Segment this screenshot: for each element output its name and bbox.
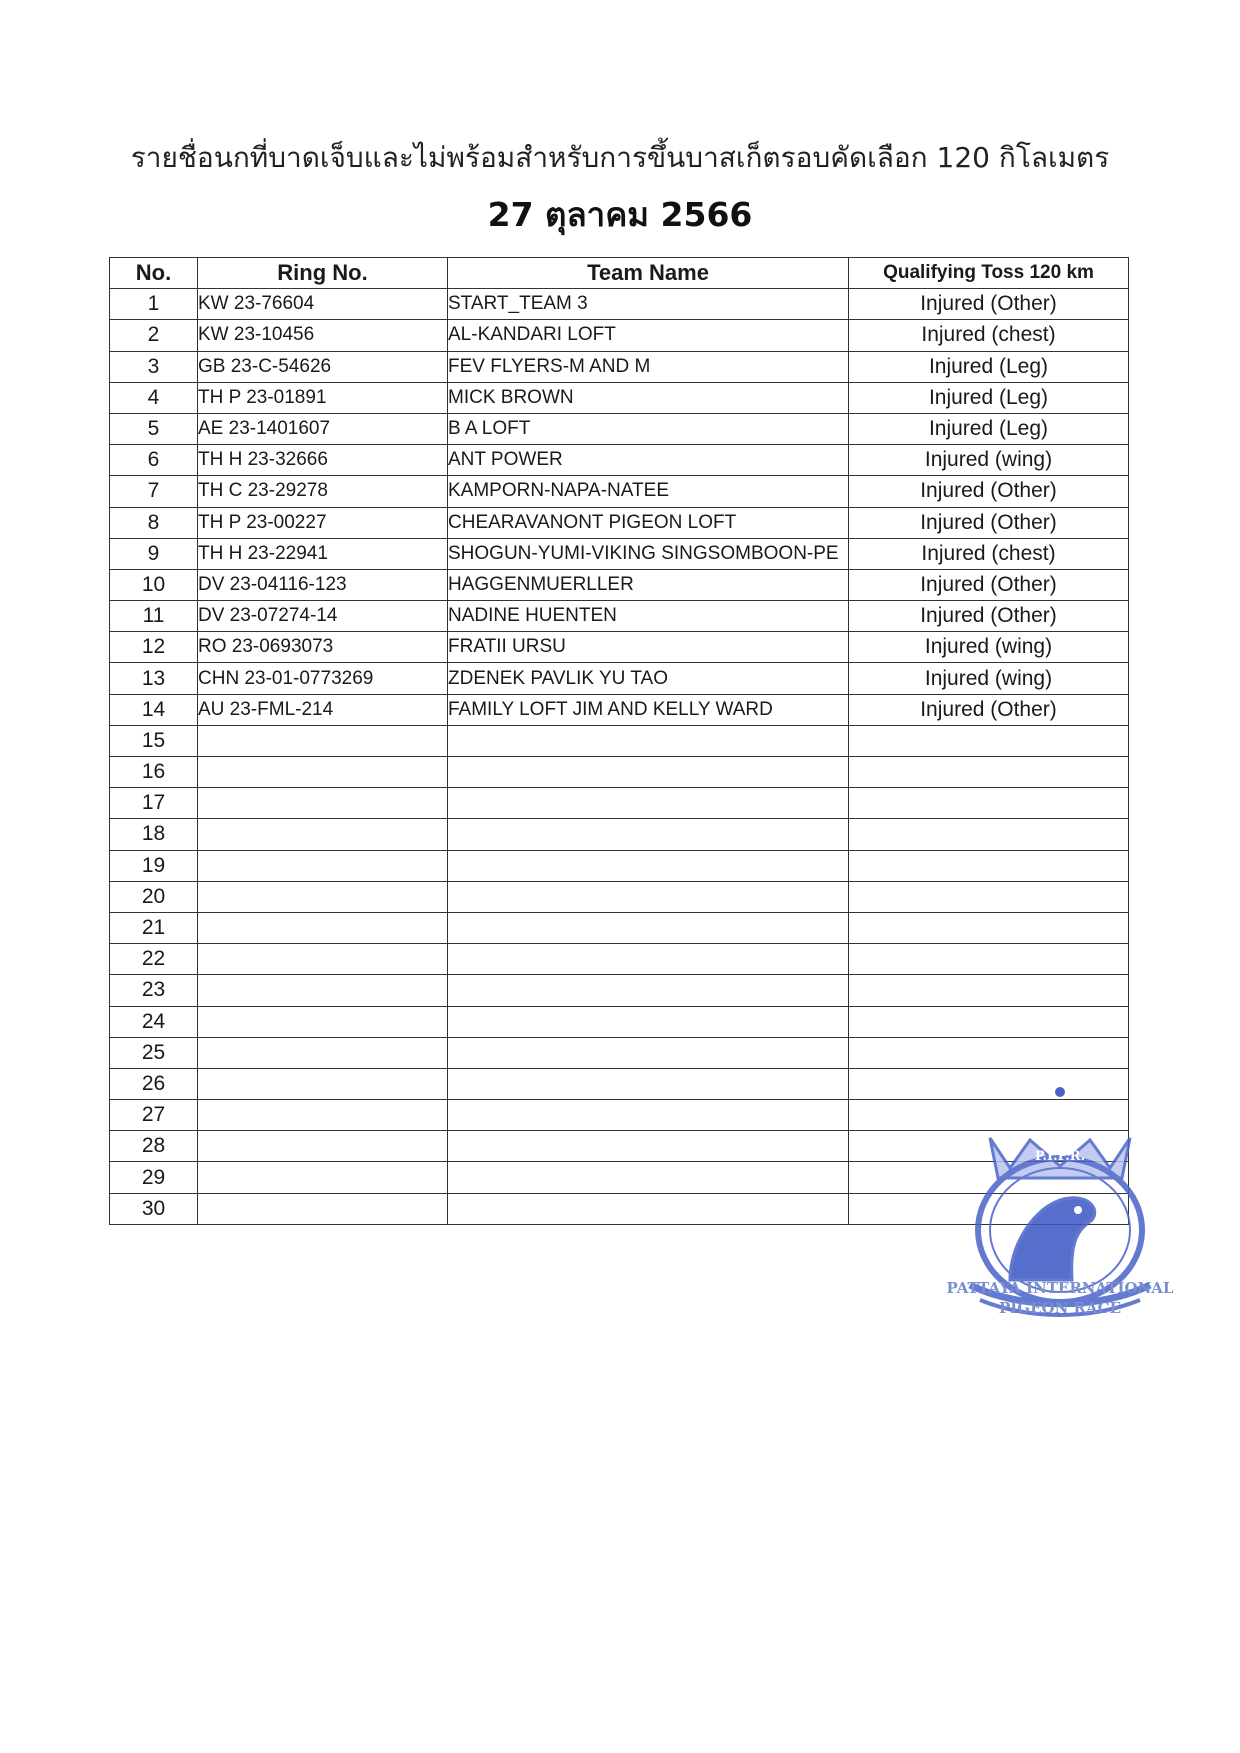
row-number-cell: 28 (110, 1131, 198, 1162)
ring-no-cell (198, 819, 448, 850)
row-number-cell: 10 (110, 569, 198, 600)
team-name-cell: AL-KANDARI LOFT (448, 320, 849, 351)
qualifying-toss-cell: Injured (Other) (849, 601, 1129, 632)
team-name-cell: KAMPORN-NAPA-NATEE (448, 476, 849, 507)
ring-no-cell: AU 23-FML-214 (198, 694, 448, 725)
row-number-cell: 19 (110, 850, 198, 881)
table-header-row (110, 258, 1129, 289)
table-row (110, 912, 1129, 943)
row-number-cell: 25 (110, 1037, 198, 1068)
ring-no-cell (198, 725, 448, 756)
seal-caption (930, 1278, 1190, 1318)
team-name-cell: ANT POWER (448, 445, 849, 476)
ring-no-cell: TH P 23-00227 (198, 507, 448, 538)
row-number-cell: 12 (110, 632, 198, 663)
row-number-cell: 27 (110, 1100, 198, 1131)
team-name-cell: MICK BROWN (448, 382, 849, 413)
team-name-cell (448, 725, 849, 756)
table-row (110, 289, 1129, 320)
row-number-cell: 14 (110, 694, 198, 725)
ring-no-cell: TH H 23-32666 (198, 445, 448, 476)
qualifying-toss-cell (849, 788, 1129, 819)
document-date: 27 ตุลาคม 2566 (487, 195, 753, 234)
team-name-cell (448, 912, 849, 943)
team-name-cell: SHOGUN-YUMI-VIKING SINGSOMBOON-PE (448, 538, 849, 569)
qualifying-toss-cell (849, 944, 1129, 975)
row-number-cell: 6 (110, 445, 198, 476)
team-name-cell: ZDENEK PAVLIK YU TAO (448, 663, 849, 694)
row-number-cell: 26 (110, 1068, 198, 1099)
document-title: รายชื่อนกที่บาดเจ็บและไม่พร้อมสำหรับการขึ้นบาสเก็ตรอบคัดเลือก 120 กิโลเมตร (130, 141, 1110, 174)
seal-caption-line1: PATTAYA INTERNATIONAL (946, 1279, 1174, 1297)
row-number-cell: 21 (110, 912, 198, 943)
ring-no-cell: DV 23-07274-14 (198, 601, 448, 632)
row-number-cell: 24 (110, 1006, 198, 1037)
qualifying-toss-cell (849, 975, 1129, 1006)
team-name-cell: CHEARAVANONT PIGEON LOFT (448, 507, 849, 538)
row-number-cell: 1 (110, 289, 198, 320)
qualifying-toss-cell (849, 757, 1129, 788)
row-number-cell: 3 (110, 351, 198, 382)
ring-no-cell: TH C 23-29278 (198, 476, 448, 507)
ring-no-cell: DV 23-04116-123 (198, 569, 448, 600)
team-name-cell (448, 975, 849, 1006)
ring-no-cell (198, 912, 448, 943)
team-name-cell (448, 788, 849, 819)
team-name-cell (448, 944, 849, 975)
row-number-cell: 4 (110, 382, 198, 413)
qualifying-toss-cell: Injured (Other) (849, 476, 1129, 507)
table-row (110, 601, 1129, 632)
row-number-cell: 23 (110, 975, 198, 1006)
qualifying-toss-cell (849, 725, 1129, 756)
qualifying-toss-cell: Injured (Other) (849, 289, 1129, 320)
qualifying-toss-cell: Injured (Other) (849, 694, 1129, 725)
team-name-cell: START_TEAM 3 (448, 289, 849, 320)
qualifying-toss-cell: Injured (wing) (849, 445, 1129, 476)
qualifying-toss-cell: Injured (wing) (849, 632, 1129, 663)
ring-no-cell: GB 23-C-54626 (198, 351, 448, 382)
row-number-cell: 20 (110, 881, 198, 912)
ring-no-cell (198, 1006, 448, 1037)
ring-no-cell: KW 23-10456 (198, 320, 448, 351)
qualifying-toss-cell: Injured (chest) (849, 320, 1129, 351)
team-name-cell (448, 1131, 849, 1162)
row-number-cell: 22 (110, 944, 198, 975)
table-row (110, 1037, 1129, 1068)
ring-no-cell: KW 23-76604 (198, 289, 448, 320)
ring-no-cell (198, 1131, 448, 1162)
table-row (110, 538, 1129, 569)
qualifying-toss-cell: Injured (Other) (849, 569, 1129, 600)
team-name-cell: HAGGENMUERLLER (448, 569, 849, 600)
team-name-cell (448, 881, 849, 912)
row-number-cell: 29 (110, 1162, 198, 1193)
table-row (110, 975, 1129, 1006)
column-header-no: No. (110, 258, 198, 289)
qualifying-toss-cell: Injured (Leg) (849, 413, 1129, 444)
table-row (110, 351, 1129, 382)
table-row (110, 850, 1129, 881)
qualifying-toss-cell: Injured (Leg) (849, 351, 1129, 382)
row-number-cell: 2 (110, 320, 198, 351)
ring-no-cell (198, 975, 448, 1006)
table-row (110, 663, 1129, 694)
table-row (110, 819, 1129, 850)
ring-no-cell: TH H 23-22941 (198, 538, 448, 569)
ring-no-cell: CHN 23-01-0773269 (198, 663, 448, 694)
ring-no-cell: TH P 23-01891 (198, 382, 448, 413)
ring-no-cell (198, 1037, 448, 1068)
team-name-cell: B A LOFT (448, 413, 849, 444)
ring-no-cell (198, 944, 448, 975)
table-row (110, 725, 1129, 756)
qualifying-toss-cell: Injured (wing) (849, 663, 1129, 694)
team-name-cell (448, 1162, 849, 1193)
row-number-cell: 9 (110, 538, 198, 569)
team-name-cell (448, 1037, 849, 1068)
ring-no-cell: AE 23-1401607 (198, 413, 448, 444)
table-row (110, 569, 1129, 600)
row-number-cell: 18 (110, 819, 198, 850)
team-name-cell (448, 1006, 849, 1037)
team-name-cell: FEV FLYERS-M AND M (448, 351, 849, 382)
qualifying-toss-cell: Injured (chest) (849, 538, 1129, 569)
team-name-cell: FRATII URSU (448, 632, 849, 663)
team-name-cell (448, 757, 849, 788)
qualifying-toss-cell (849, 850, 1129, 881)
qualifying-toss-cell (849, 912, 1129, 943)
team-name-cell (448, 850, 849, 881)
row-number-cell: 15 (110, 725, 198, 756)
team-name-cell (448, 1100, 849, 1131)
ring-no-cell (198, 881, 448, 912)
row-number-cell: 8 (110, 507, 198, 538)
row-number-cell: 13 (110, 663, 198, 694)
row-number-cell: 17 (110, 788, 198, 819)
ring-no-cell (198, 1162, 448, 1193)
column-header-ring-no: Ring No. (198, 258, 448, 289)
table-row (110, 944, 1129, 975)
table-row (110, 694, 1129, 725)
ring-no-cell (198, 788, 448, 819)
seal-crown-text: P.I.P.R. (1034, 1149, 1086, 1164)
row-number-cell: 30 (110, 1193, 198, 1224)
ring-no-cell (198, 1100, 448, 1131)
table-row (110, 320, 1129, 351)
table-row (110, 445, 1129, 476)
ring-no-cell (198, 1068, 448, 1099)
column-header-qualifying-toss: Qualifying Toss 120 km (849, 258, 1129, 289)
qualifying-toss-cell (849, 819, 1129, 850)
table-row (110, 881, 1129, 912)
table-row (110, 382, 1129, 413)
qualifying-toss-cell (849, 1037, 1129, 1068)
team-name-cell (448, 819, 849, 850)
column-header-team-name: Team Name (448, 258, 849, 289)
qualifying-toss-cell: Injured (Other) (849, 507, 1129, 538)
row-number-cell: 16 (110, 757, 198, 788)
row-number-cell: 5 (110, 413, 198, 444)
ring-no-cell: RO 23-0693073 (198, 632, 448, 663)
row-number-cell: 7 (110, 476, 198, 507)
team-name-cell (448, 1193, 849, 1224)
team-name-cell: NADINE HUENTEN (448, 601, 849, 632)
team-name-cell: FAMILY LOFT JIM AND KELLY WARD (448, 694, 849, 725)
table-row (110, 757, 1129, 788)
row-number-cell: 11 (110, 601, 198, 632)
qualifying-toss-cell (849, 1006, 1129, 1037)
qualifying-toss-cell (849, 881, 1129, 912)
table-row (110, 507, 1129, 538)
ring-no-cell (198, 850, 448, 881)
table-row (110, 413, 1129, 444)
seal-caption-line2: PIGEON RACE (998, 1299, 1121, 1317)
table-row (110, 1006, 1129, 1037)
table-row (110, 788, 1129, 819)
table-row (110, 632, 1129, 663)
ring-no-cell (198, 1193, 448, 1224)
table-row (110, 476, 1129, 507)
team-name-cell (448, 1068, 849, 1099)
qualifying-toss-cell: Injured (Leg) (849, 382, 1129, 413)
ring-no-cell (198, 757, 448, 788)
